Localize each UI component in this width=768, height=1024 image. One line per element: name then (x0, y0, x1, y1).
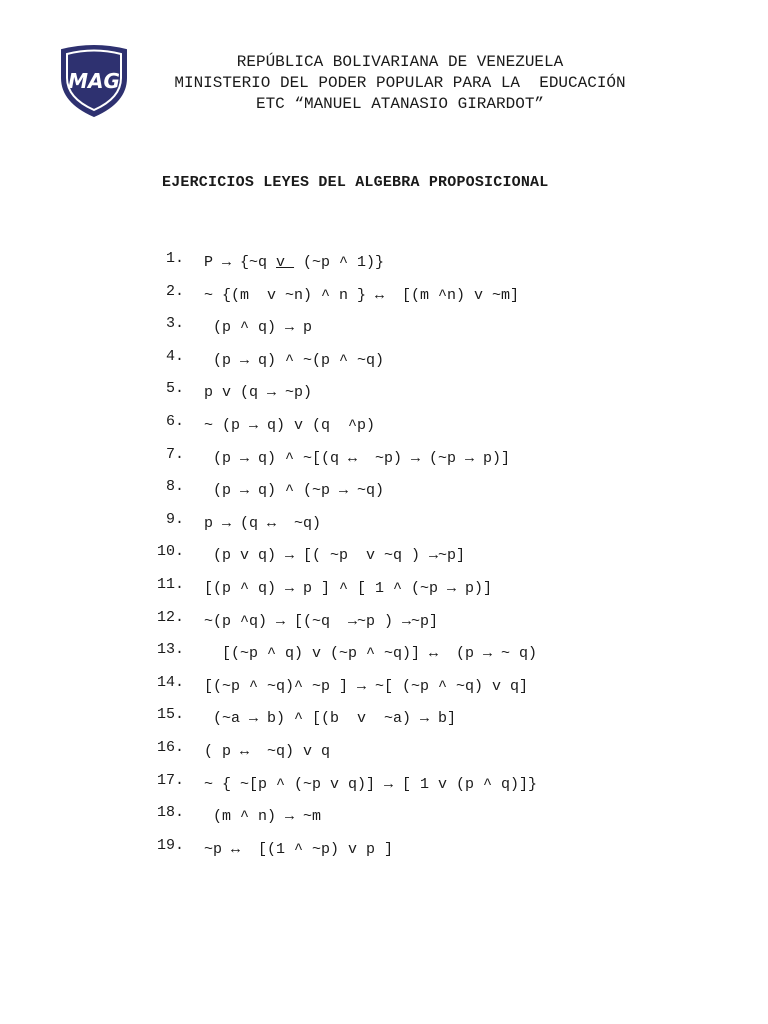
exercise-item (150, 282, 520, 316)
exercise-number: 2. (165, 282, 184, 300)
exercise-expression: p → (q ↔ ~q) (204, 514, 322, 532)
exercise-number: 6. (165, 412, 184, 430)
header-school: ETC “MANUEL ATANASIO GIRARDOT” (255, 95, 545, 113)
exercise-item (150, 804, 322, 837)
exercise-item (150, 738, 331, 772)
exercise-number: 5. (165, 380, 184, 398)
exercise-number: 19. (156, 836, 184, 854)
exercise-number: 12. (156, 608, 184, 626)
exercise-number: 1. (165, 250, 184, 267)
exercise-expression: ~ { ~[p ^ (~p v q)] → [ 1 v (p ^ q)]} (204, 775, 538, 793)
exercise-number: 17. (156, 771, 184, 789)
exercise-expression: (p ^ q) → p (204, 319, 313, 337)
exercise-expression: (p → q) ^ (~p → ~q) (204, 482, 385, 500)
exercise-item (150, 706, 457, 739)
exercise-number: 13. (156, 641, 184, 659)
exercise-expression: ~(p ^q) → [(~q →~p ) →~p] (204, 612, 439, 630)
exercise-expression: p v (q → ~p) (204, 384, 313, 402)
exercise-item (150, 250, 385, 283)
exercise-number: 10. (156, 543, 184, 561)
exercise-number: 16. (156, 738, 184, 756)
exercise-list (150, 250, 538, 869)
exercise-item (150, 673, 529, 707)
exercise-number: 18. (156, 804, 184, 822)
header-ministry: MINISTERIO DEL PODER POPULAR PARA LA EDUCACIÓN (174, 74, 626, 92)
exercise-expression: ~p ↔ [(1 ^ ~p) v p ] (204, 840, 394, 858)
exercise-number: 11. (156, 575, 184, 593)
exercise-expression: (~a → b) ^ [(b v ~a) → b] (204, 710, 457, 728)
exercise-expression: ( p ↔ ~q) v q (204, 742, 331, 760)
exercise-expression: [(~p ^ ~q)^ ~p ] → ~[ (~p ^ ~q) v q] (204, 677, 529, 695)
exercise-number: 4. (165, 347, 184, 365)
exercise-expression: (p v q) → [( ~p v ~q ) →~p] (204, 547, 466, 565)
document-header (150, 52, 650, 115)
exercise-item (150, 510, 322, 544)
exercise-item (150, 478, 385, 511)
exercise-item (150, 347, 385, 381)
exercise-expression: (p → q) ^ ~(p ^ ~q) (204, 351, 385, 369)
exercise-expression: (p → q) ^ ~[(q ↔ ~p) → (~p → p)] (204, 449, 511, 467)
school-logo (56, 44, 132, 120)
logo-text: MAG (68, 69, 120, 93)
exercise-number: 8. (165, 478, 184, 496)
exercise-item (150, 543, 466, 576)
exercise-item (150, 771, 538, 805)
exercise-item (150, 575, 493, 609)
exercise-number: 9. (165, 510, 184, 528)
exercise-number: 3. (165, 315, 184, 333)
exercise-item (150, 380, 313, 413)
exercise-expression: ~ {(m v ~n) ^ n } ↔ [(m ^n) v ~m] (204, 286, 520, 304)
exercise-item (150, 315, 313, 348)
exercise-item (150, 836, 394, 870)
exercise-expression: P → {~q v (~p ^ 1)} (204, 254, 385, 271)
exercise-expression: [(~p ^ q) v (~p ^ ~q)] ↔ (p → ~ q) (204, 645, 538, 663)
exercise-number: 15. (156, 706, 184, 724)
exercise-number: 14. (156, 673, 184, 691)
exercise-item (150, 412, 376, 446)
shield-icon (56, 44, 132, 120)
exercise-expression: (m ^ n) → ~m (204, 808, 322, 826)
header-country: REPÚBLICA BOLIVARIANA DE VENEZUELA (236, 53, 564, 71)
exercise-expression: ~ (p → q) v (q ^p) (204, 416, 376, 434)
exercise-number: 7. (165, 445, 184, 463)
exercise-item (150, 641, 538, 674)
exercise-expression: [(p ^ q) → p ] ^ [ 1 ^ (~p → p)] (204, 579, 493, 597)
exercise-item (150, 608, 439, 642)
page-title: EJERCICIOS LEYES DEL ALGEBRA PROPOSICIONAL (162, 174, 549, 191)
exercise-item (150, 445, 511, 479)
